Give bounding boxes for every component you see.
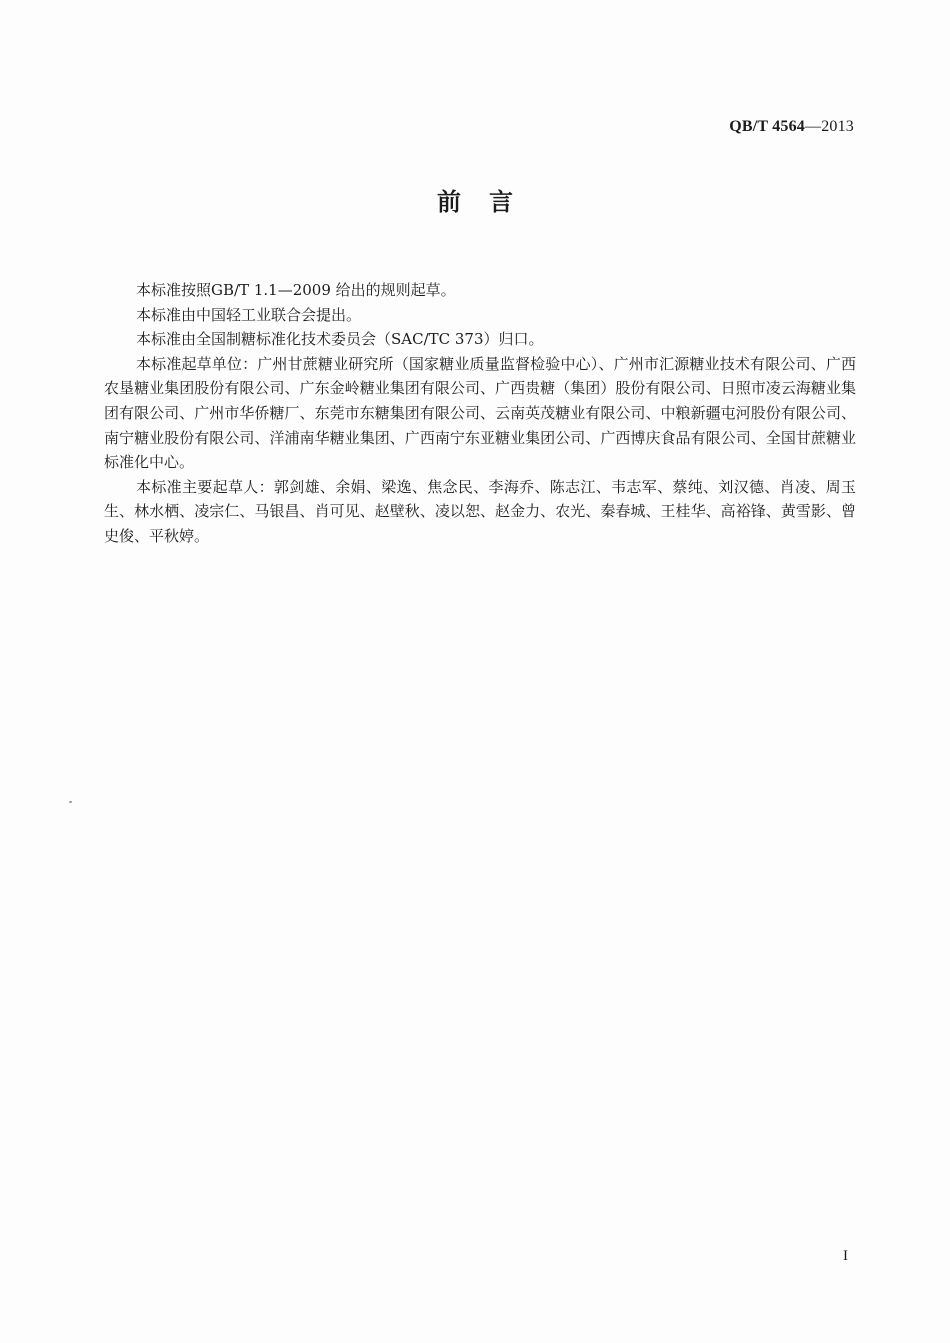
paragraph-committee: 本标准由全国制糖标准化技术委员会（SAC/TC 373）归口。: [136, 330, 544, 349]
page-number: I: [843, 1248, 848, 1264]
paragraph-proposer: 本标准由中国轻工业联合会提出。: [136, 305, 362, 324]
foreword-body: [104, 278, 856, 549]
paragraph-drafting-units: 本标准起草单位：广州甘蔗糖业研究所（国家糖业质量监督检验中心）、广州市汇源糖业技术有限公司、广西农垦糖业集团股份有限公司、广东金岭糖业集团有限公司、广西贵糖（集团）股份有限公司、日照市凌云海糖业集团有限公司、广州市华侨糖厂、东莞市东糖集团有限公司、云南英茂糖业有限公司、中粮新疆屯河股份有限公司、南宁糖业股份有限公司、洋浦南华糖业集团、广西南宁东亚糖业集团公司、广西博庆食品有限公司、全国甘蔗糖业标准化中心。: [104, 354, 856, 472]
paragraph-drafting-rules: 本标准按照GB/T 1.1—2009 给出的规则起草。: [136, 281, 456, 299]
page-title: 前言: [437, 188, 541, 216]
paragraph-drafters: 本标准主要起草人：郭剑雄、余娟、梁逸、焦念民、李海乔、陈志江、韦志军、蔡纯、刘汉德、肖凌、周玉生、林水栖、凌宗仁、马银昌、肖可见、赵壁秋、凌以恕、赵金力、农光、秦春城、王桂华、高裕锋、黄雪影、曾史俊、平秋婷。: [104, 477, 856, 545]
scan-speck: [69, 801, 72, 803]
standard-year: —2013: [805, 118, 854, 135]
standard-number: [729, 118, 854, 136]
standard-code: QB/T 4564: [729, 118, 805, 135]
